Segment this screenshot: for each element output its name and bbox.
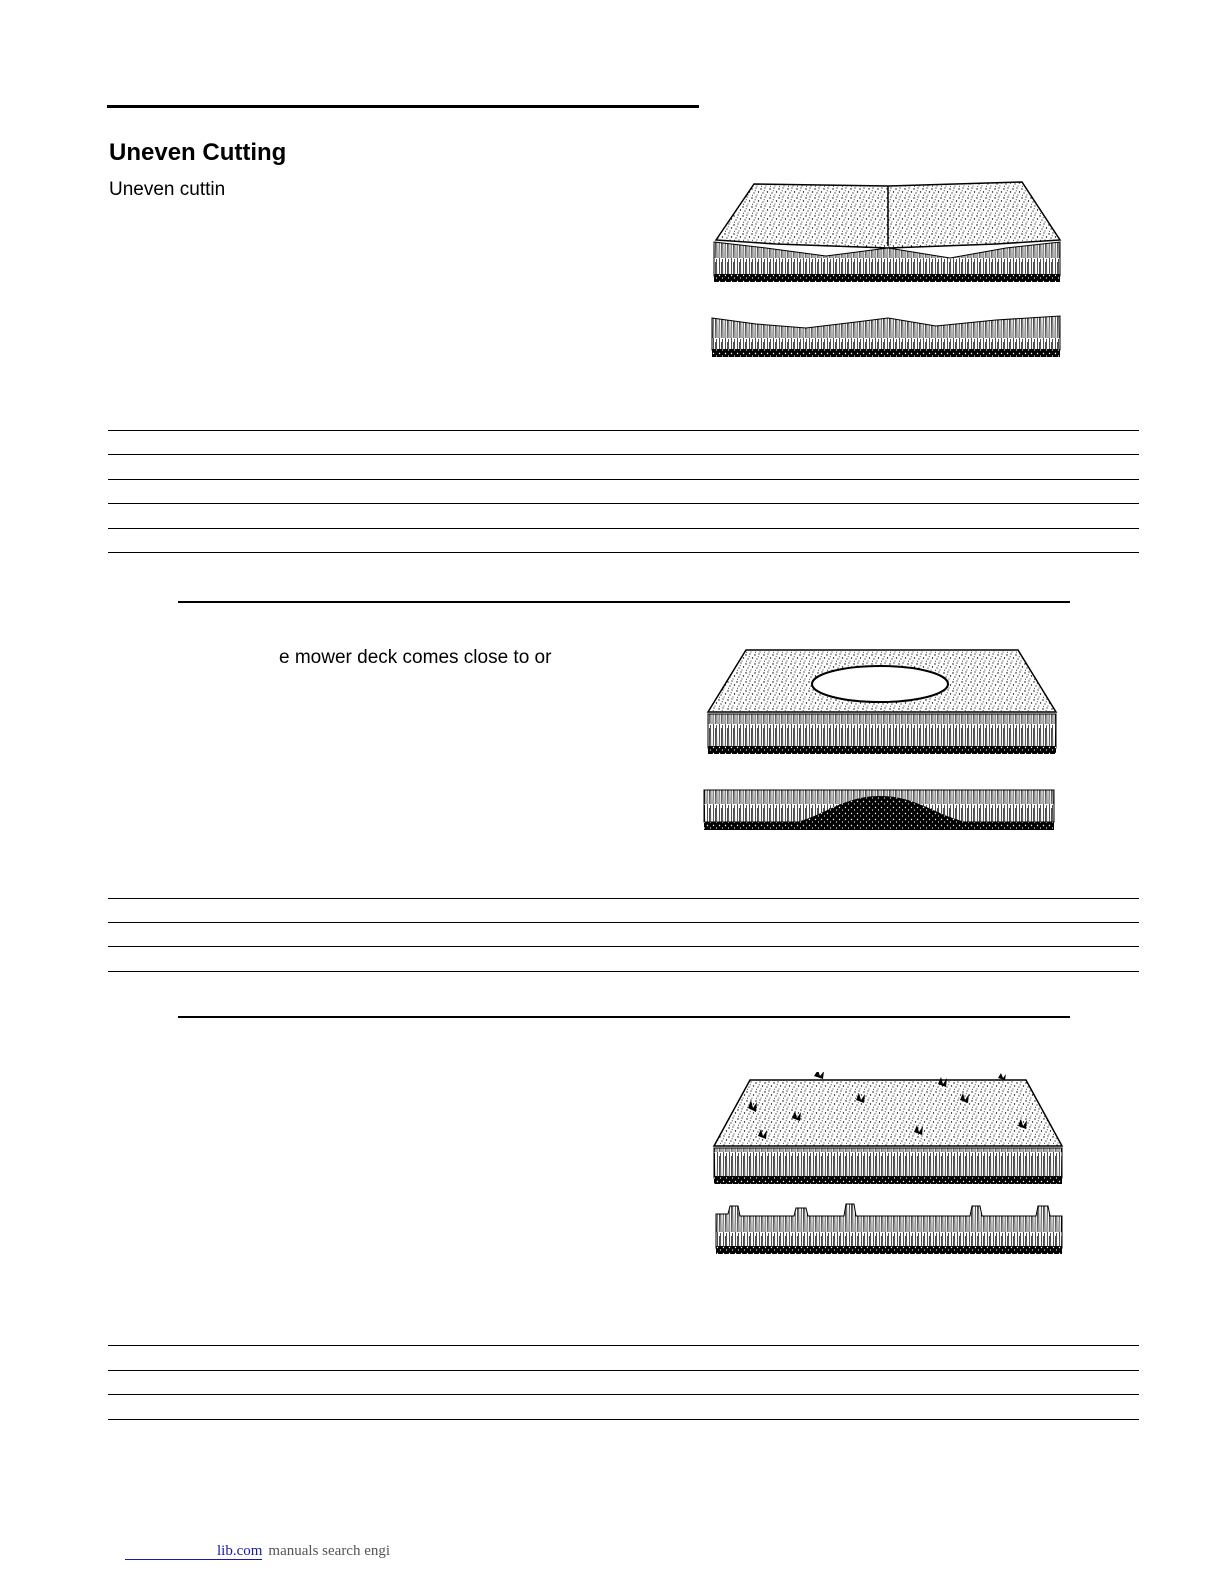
table-rule	[108, 922, 1139, 923]
table-rule	[108, 898, 1139, 899]
section-divider	[178, 601, 1070, 603]
scalped-center-lawn-illustration	[706, 178, 1068, 364]
header-rule	[107, 105, 699, 108]
table-rule	[108, 430, 1139, 431]
section-title: Uneven Cutting	[109, 139, 287, 166]
footer-link[interactable]: lib.com	[125, 1543, 262, 1560]
table-rule	[108, 454, 1139, 455]
table-rule	[108, 1370, 1139, 1371]
table-rule	[108, 946, 1139, 947]
table-rule	[108, 1345, 1139, 1346]
section-divider	[178, 1016, 1070, 1018]
table-rule	[108, 552, 1139, 553]
mound-scalp-lawn-illustration	[700, 644, 1062, 834]
table-rule	[108, 528, 1139, 529]
footer-tail-text: manuals search engi	[268, 1543, 391, 1559]
table-rule	[108, 503, 1139, 504]
table-rule	[108, 971, 1139, 972]
block2-text: e mower deck comes close to or	[279, 647, 552, 668]
table-rule	[108, 1419, 1139, 1420]
footer	[125, 1541, 390, 1561]
table-rule	[108, 479, 1139, 480]
table-rule	[108, 1394, 1139, 1395]
intro-text: Uneven cuttin	[109, 179, 226, 200]
uncut-tufts-lawn-illustration	[710, 1072, 1070, 1262]
